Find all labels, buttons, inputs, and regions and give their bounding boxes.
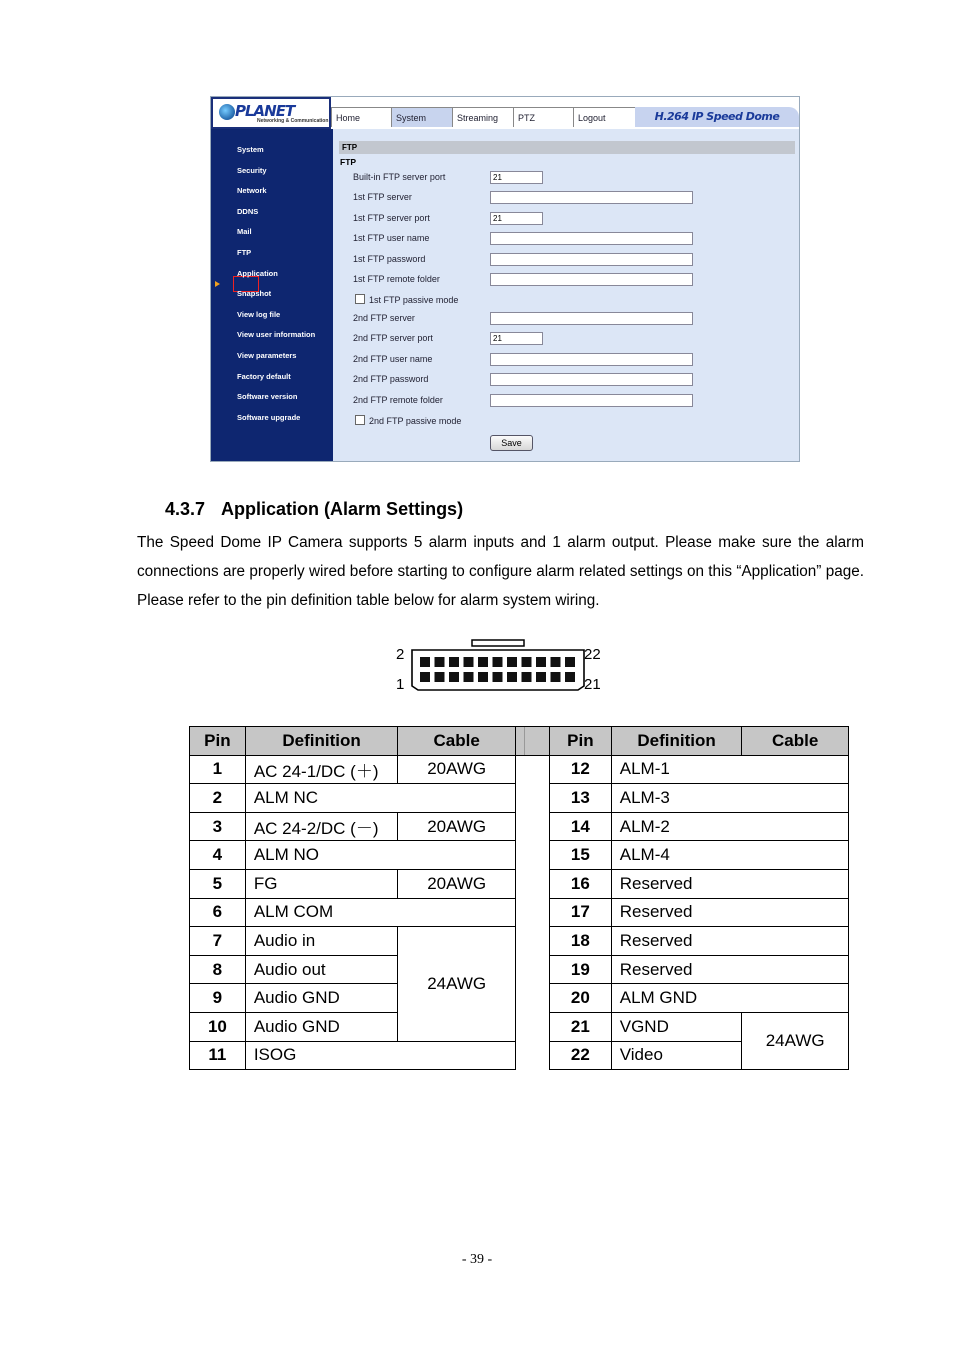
field-label: 2nd FTP server xyxy=(353,313,415,323)
field-label: 1st FTP passive mode xyxy=(369,295,459,305)
table-row xyxy=(190,1041,516,1070)
connector-pin xyxy=(420,657,430,667)
pin-number: 5 xyxy=(190,869,246,898)
pin-definition: ALM NC xyxy=(245,784,515,813)
table-row xyxy=(190,927,516,956)
field-label: 2nd FTP remote folder xyxy=(353,395,443,405)
sidebar-item-view-user-information[interactable]: View user information xyxy=(237,330,316,339)
top-bar xyxy=(211,97,799,129)
section-title xyxy=(165,499,463,520)
pin-number: 3 xyxy=(190,812,246,841)
sidebar-item-network[interactable]: Network xyxy=(237,186,267,195)
connector-pin xyxy=(565,657,575,667)
pin-definition: ALM GND xyxy=(611,984,848,1013)
connector-pin xyxy=(449,657,459,667)
connector-pin xyxy=(449,672,459,682)
sidebar-item-software-version[interactable]: Software version xyxy=(237,392,298,401)
pin-number: 11 xyxy=(190,1041,246,1070)
ftp2-password-input[interactable] xyxy=(490,373,693,386)
tab-streaming[interactable]: Streaming xyxy=(452,107,513,127)
pin-number: 10 xyxy=(190,1012,246,1041)
pin-number: 14 xyxy=(550,812,612,841)
sidebar-item-security[interactable]: Security xyxy=(237,166,267,175)
sidebar-item-software-upgrade[interactable]: Software upgrade xyxy=(237,413,301,422)
ftp1-username-input[interactable] xyxy=(490,232,693,245)
main-nav xyxy=(331,107,635,127)
sidebar-item-view-parameters[interactable]: View parameters xyxy=(237,351,297,360)
connector-pin xyxy=(435,657,445,667)
header-pin: Pin xyxy=(550,727,612,756)
connector-pin xyxy=(435,672,445,682)
field-label: 2nd FTP user name xyxy=(353,354,433,364)
sidebar-item-ftp[interactable]: FTP xyxy=(237,248,252,257)
table-row xyxy=(550,984,849,1013)
pin-label-top-left: 2 xyxy=(396,646,405,663)
table-row xyxy=(190,869,516,898)
connector-pin xyxy=(551,657,561,667)
table-row xyxy=(550,784,849,813)
pin-number: 15 xyxy=(550,841,612,870)
section-number: 4.3.7 xyxy=(165,499,206,519)
builtin-ftp-port-input[interactable]: 21 xyxy=(490,171,543,184)
pin-number: 4 xyxy=(190,841,246,870)
pin-number: 19 xyxy=(550,955,612,984)
tab-ptz[interactable]: PTZ xyxy=(513,107,573,127)
pin-definition: Reserved xyxy=(611,869,848,898)
pin-number: 7 xyxy=(190,927,246,956)
field-label: 1st FTP user name xyxy=(353,233,430,243)
ftp2-folder-input[interactable] xyxy=(490,394,693,407)
field-label: 1st FTP server port xyxy=(353,213,430,223)
ftp1-port-input[interactable]: 21 xyxy=(490,212,543,225)
sidebar-item-application[interactable]: Application xyxy=(237,269,278,278)
field-label: 2nd FTP passive mode xyxy=(369,416,462,426)
pin-number: 6 xyxy=(190,898,246,927)
header-cable: Cable xyxy=(398,727,516,756)
ftp2-server-input[interactable] xyxy=(490,312,693,325)
pin-definition: AC 24-1/DC (＋) xyxy=(245,755,398,784)
pin-cable: 20AWG xyxy=(398,755,516,784)
pin-definition: Reserved xyxy=(611,927,848,956)
pin-definition: ALM-2 xyxy=(611,812,848,841)
header-cable: Cable xyxy=(742,727,849,756)
section-title-text: Application (Alarm Settings) xyxy=(221,499,464,519)
ftp-settings-screenshot xyxy=(210,96,800,462)
connector-pin xyxy=(522,672,532,682)
connector-pin xyxy=(565,672,575,682)
connector-pin xyxy=(522,657,532,667)
globe-icon xyxy=(219,104,235,120)
page-number: - 39 - xyxy=(461,1252,493,1267)
table-row xyxy=(550,1012,849,1041)
ftp1-passive-row[interactable] xyxy=(355,294,458,305)
pin-definition: ALM COM xyxy=(245,898,515,927)
ftp2-passive-row[interactable] xyxy=(355,415,461,426)
model-title: H.264 IP Speed Dome xyxy=(635,107,799,127)
pin-definition: FG xyxy=(245,869,398,898)
connector-pin xyxy=(493,672,503,682)
pin-label-bottom-right: 21 xyxy=(584,676,601,693)
tab-system[interactable]: System xyxy=(391,107,452,127)
pin-definition: Reserved xyxy=(611,898,848,927)
ftp2-username-input[interactable] xyxy=(490,353,693,366)
header-definition: Definition xyxy=(245,727,398,756)
connector-pin xyxy=(507,672,517,682)
field-label: 1st FTP remote folder xyxy=(353,274,440,284)
page-header-bar: FTP xyxy=(339,141,795,154)
ftp-form xyxy=(333,129,799,461)
pin-definition: AC 24-2/DC (－) xyxy=(245,812,398,841)
table-row xyxy=(190,841,516,870)
selected-arrow-icon xyxy=(215,281,220,287)
pin-definition: Audio out xyxy=(245,955,398,984)
connector-pin xyxy=(478,672,488,682)
field-label: Built-in FTP server port xyxy=(353,172,446,182)
pin-number: 17 xyxy=(550,898,612,927)
sidebar-item-ddns[interactable]: DDNS xyxy=(237,207,259,216)
ftp2-passive-checkbox[interactable] xyxy=(355,415,365,425)
sidebar xyxy=(211,129,333,461)
sidebar-item-snapshot[interactable]: Snapshot xyxy=(237,289,272,298)
ftp1-folder-input[interactable] xyxy=(490,273,693,286)
pin-number: 8 xyxy=(190,955,246,984)
field-label: 1st FTP password xyxy=(353,254,426,264)
sidebar-item-system[interactable]: System xyxy=(237,145,264,154)
field-label: 2nd FTP password xyxy=(353,374,429,384)
pin-definition: ALM-3 xyxy=(611,784,848,813)
pin-definition: Audio GND xyxy=(245,984,398,1013)
header-definition: Definition xyxy=(611,727,742,756)
pin-number: 1 xyxy=(190,755,246,784)
table-row xyxy=(550,841,849,870)
table-header-row xyxy=(550,727,849,756)
pin-number: 9 xyxy=(190,984,246,1013)
pin-number: 18 xyxy=(550,927,612,956)
connector-pin xyxy=(464,672,474,682)
field-label: 1st FTP server xyxy=(353,192,412,202)
header-pin: Pin xyxy=(190,727,246,756)
section-paragraph: The Speed Dome IP Camera supports 5 alarm inputs and 1 alarm output. Please make sure the alarm connections are properly wired before starting to configure alarm related settings on this “Application” page. Please refer to the pin definition table below for alarm system wiring. xyxy=(137,534,864,609)
ftp1-server-input[interactable] xyxy=(490,191,693,204)
logo-brand: PLANET xyxy=(235,102,295,120)
table-row xyxy=(190,755,516,784)
table-row xyxy=(190,784,516,813)
pin-number: 21 xyxy=(550,1012,612,1041)
pin-number: 22 xyxy=(550,1041,612,1070)
table-row xyxy=(550,869,849,898)
planet-logo xyxy=(211,97,331,129)
pin-number: 16 xyxy=(550,869,612,898)
pin-number: 12 xyxy=(550,755,612,784)
pin-definition: Video xyxy=(611,1041,742,1070)
audio-cable: 24AWG xyxy=(398,927,516,1041)
pin-definition: ALM-4 xyxy=(611,841,848,870)
table-row xyxy=(550,812,849,841)
section-heading: FTP xyxy=(340,157,357,167)
connector-pin xyxy=(493,657,503,667)
connector-pin xyxy=(551,672,561,682)
pin-cable: 20AWG xyxy=(398,869,516,898)
tab-logout[interactable]: Logout xyxy=(573,107,635,127)
pin-definition: VGND xyxy=(611,1012,742,1041)
pin-number: 2 xyxy=(190,784,246,813)
pin-table-right xyxy=(549,726,849,1070)
connector-pin xyxy=(478,657,488,667)
pin-definition: Audio GND xyxy=(245,1012,398,1041)
ftp1-passive-checkbox[interactable] xyxy=(355,294,365,304)
connector-pin xyxy=(464,657,474,667)
connector-pin xyxy=(536,657,546,667)
sidebar-item-view-log-file[interactable]: View log file xyxy=(237,310,281,319)
connector-pin xyxy=(420,672,430,682)
sidebar-item-mail[interactable]: Mail xyxy=(237,227,252,236)
pin-definition: ISOG xyxy=(245,1041,515,1070)
field-label: 2nd FTP server port xyxy=(353,333,433,343)
pin-label-top-right: 22 xyxy=(584,646,601,663)
table-row xyxy=(550,927,849,956)
table-row xyxy=(190,898,516,927)
pin-definition: Audio in xyxy=(245,927,398,956)
pin-number: 13 xyxy=(550,784,612,813)
connector-diagram xyxy=(392,638,612,696)
ftp1-password-input[interactable] xyxy=(490,253,693,266)
table-gap-header xyxy=(516,726,549,756)
connector-pin xyxy=(536,672,546,682)
pin-number: 20 xyxy=(550,984,612,1013)
ftp2-port-input[interactable]: 21 xyxy=(490,332,543,345)
table-header-row xyxy=(190,727,516,756)
pin-definition: ALM-1 xyxy=(611,755,848,784)
pin-definition: ALM NO xyxy=(245,841,515,870)
save-button[interactable]: Save xyxy=(490,435,533,451)
video-cable: 24AWG xyxy=(742,1012,849,1069)
pin-cable: 20AWG xyxy=(398,812,516,841)
pin-table-left xyxy=(189,726,516,1070)
logo-tagline: Networking & Communication xyxy=(257,118,329,124)
connector-pin xyxy=(507,657,517,667)
table-row xyxy=(550,898,849,927)
tab-home[interactable]: Home xyxy=(331,107,391,127)
sidebar-item-factory-default[interactable]: Factory default xyxy=(237,372,291,381)
table-row xyxy=(550,755,849,784)
pin-label-bottom-left: 1 xyxy=(396,676,405,693)
pin-definition: Reserved xyxy=(611,955,848,984)
table-row xyxy=(550,955,849,984)
table-row xyxy=(190,812,516,841)
